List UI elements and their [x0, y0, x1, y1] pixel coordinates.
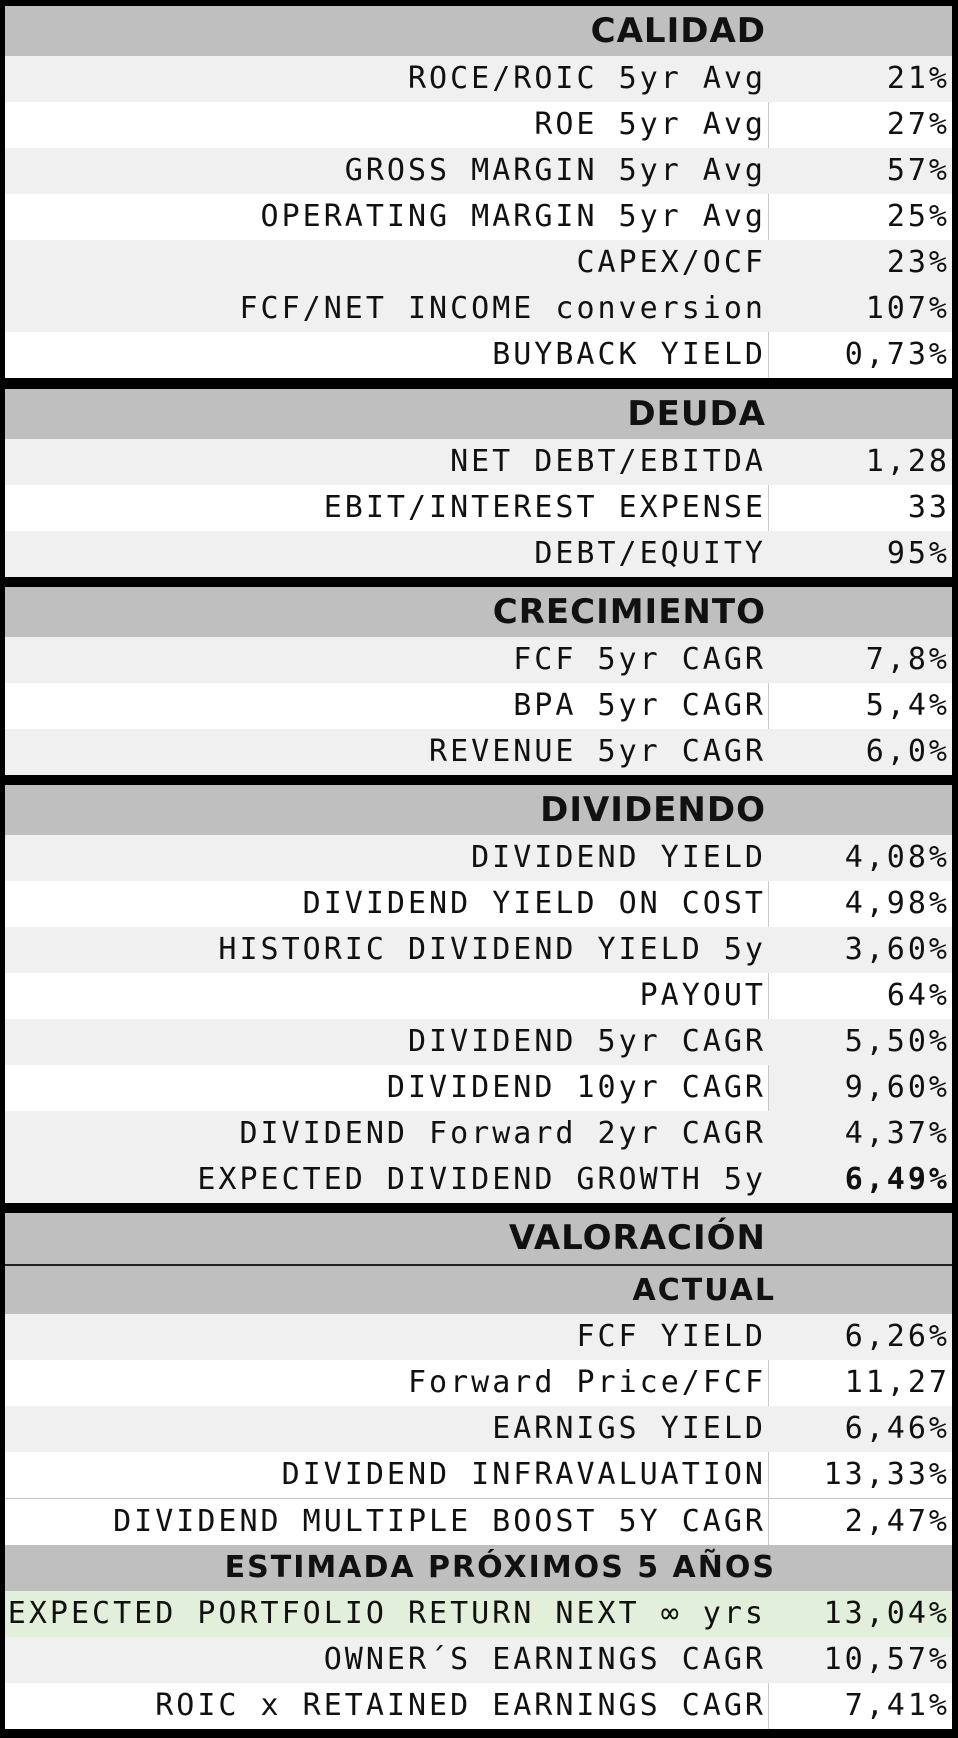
metric-row — [5, 881, 952, 927]
metric-label: OPERATING MARGIN 5yr Avg — [260, 199, 766, 234]
metric-value: 1,28 — [865, 444, 950, 479]
section-valoracion — [5, 1213, 952, 1733]
metric-row — [5, 286, 952, 332]
section-header-deuda — [5, 389, 952, 439]
metric-row — [5, 531, 952, 577]
metric-value: 13,04% — [823, 1596, 950, 1631]
metric-row — [5, 1360, 952, 1406]
metric-label: GROSS MARGIN 5yr Avg — [344, 153, 766, 188]
metric-row — [5, 927, 952, 973]
metric-row — [5, 1637, 952, 1683]
metric-label: BPA 5yr CAGR — [513, 688, 766, 723]
section-crecimiento — [5, 587, 952, 775]
metric-value: 10,57% — [823, 1642, 950, 1677]
subsection-header-actual — [5, 1264, 952, 1314]
metric-row — [5, 1157, 952, 1203]
metric-label: FCF YIELD — [576, 1319, 766, 1354]
metric-value: 64% — [768, 973, 952, 1019]
metric-label: ROE 5yr Avg — [534, 107, 766, 142]
metric-value: 13,33% — [768, 1452, 952, 1498]
metric-row — [5, 148, 952, 194]
metric-row — [5, 683, 952, 729]
metric-value: 4,98% — [768, 881, 952, 927]
metric-value: 2,47% — [768, 1499, 952, 1545]
metric-label: EXPECTED DIVIDEND GROWTH 5y — [197, 1162, 766, 1197]
metric-label: REVENUE 5yr CAGR — [429, 734, 766, 769]
metric-row — [5, 1019, 952, 1065]
section-dividendo — [5, 785, 952, 1203]
metric-row — [5, 1314, 952, 1360]
metric-value: 11,27 — [768, 1360, 952, 1406]
section-title: DEUDA — [627, 394, 766, 434]
section-title: CALIDAD — [590, 11, 766, 51]
metric-value: 95% — [886, 536, 950, 571]
metric-row — [5, 332, 952, 378]
metric-label: ROIC x RETAINED EARNINGS CAGR — [155, 1688, 766, 1723]
subsection-header-estimada — [5, 1545, 952, 1591]
metric-row — [5, 835, 952, 881]
metric-value: 6,49% — [844, 1162, 950, 1197]
metric-row — [5, 973, 952, 1019]
metric-label: DIVIDEND YIELD ON COST — [302, 886, 766, 921]
metric-label: CAPEX/OCF — [576, 245, 766, 280]
subsection-title: ACTUAL — [632, 1273, 776, 1308]
metric-label: DIVIDEND YIELD — [471, 840, 766, 875]
metric-label: DIVIDEND 10yr CAGR — [386, 1070, 766, 1105]
metric-label: DIVIDEND MULTIPLE BOOST 5Y CAGR — [113, 1504, 766, 1539]
metric-label: HISTORIC DIVIDEND YIELD 5y — [218, 932, 766, 967]
metric-label: NET DEBT/EBITDA — [450, 444, 766, 479]
section-title: VALORACIÓN — [508, 1218, 766, 1258]
metric-value: 7,41% — [768, 1683, 952, 1729]
metric-row — [5, 1683, 952, 1729]
metric-value: 4,37% — [844, 1116, 950, 1151]
metric-label: DIVIDEND Forward 2yr CAGR — [239, 1116, 766, 1151]
metric-value: 4,08% — [844, 840, 950, 875]
metric-value: 6,46% — [844, 1411, 950, 1446]
metric-label: DIVIDEND 5yr CAGR — [407, 1024, 766, 1059]
section-calidad — [5, 6, 952, 378]
section-title: DIVIDENDO — [540, 790, 766, 830]
metric-value: 25% — [768, 194, 952, 240]
subsection-title: ESTIMADA PRÓXIMOS 5 AÑOS — [224, 1550, 776, 1585]
metric-value: 5,50% — [844, 1024, 950, 1059]
metric-label: ROCE/ROIC 5yr Avg — [407, 61, 766, 96]
metric-row — [5, 56, 952, 102]
section-title: CRECIMIENTO — [492, 592, 766, 632]
section-header-crecimiento — [5, 587, 952, 637]
metric-value: 23% — [886, 245, 950, 280]
metric-value: 6,0% — [865, 734, 950, 769]
metric-label: EBIT/INTEREST EXPENSE — [323, 490, 766, 525]
metric-value: 57% — [886, 153, 950, 188]
metric-label: BUYBACK YIELD — [492, 337, 766, 372]
metric-label: Forward Price/FCF — [407, 1365, 766, 1400]
metric-row — [5, 1452, 952, 1498]
metric-label: DEBT/EQUITY — [534, 536, 766, 571]
metric-value: 0,73% — [768, 332, 952, 378]
metric-row — [5, 102, 952, 148]
metric-label: FCF/NET INCOME conversion — [239, 291, 766, 326]
metric-value: 3,60% — [844, 932, 950, 967]
metric-row — [5, 485, 952, 531]
section-header-dividendo — [5, 785, 952, 835]
metric-row — [5, 1065, 952, 1111]
metric-value: 27% — [768, 102, 952, 148]
metric-label: PAYOUT — [639, 978, 766, 1013]
metric-label: OWNER´S EARNINGS CAGR — [323, 1642, 766, 1677]
metric-value: 7,8% — [865, 642, 950, 677]
metric-row — [5, 1498, 952, 1545]
metric-row — [5, 439, 952, 485]
metric-row — [5, 194, 952, 240]
metric-row — [5, 637, 952, 683]
metric-label: FCF 5yr CAGR — [513, 642, 766, 677]
metric-row — [5, 729, 952, 775]
metric-row — [5, 1111, 952, 1157]
metric-row — [5, 1591, 952, 1637]
metric-row — [5, 240, 952, 286]
metric-value: 33 — [768, 485, 952, 531]
metric-label: EARNIGS YIELD — [492, 1411, 766, 1446]
metric-value: 21% — [886, 61, 950, 96]
metric-row — [5, 1406, 952, 1452]
metric-value: 5,4% — [768, 683, 952, 729]
metric-label: EXPECTED PORTFOLIO RETURN NEXT ∞ yrs — [7, 1596, 766, 1631]
metric-label: DIVIDEND INFRAVALUATION — [281, 1457, 766, 1492]
section-deuda — [5, 389, 952, 577]
metric-value: 6,26% — [844, 1319, 950, 1354]
section-header-valoracion — [5, 1213, 952, 1264]
section-header-calidad — [5, 6, 952, 56]
metric-value: 9,60% — [768, 1065, 952, 1111]
metric-value: 107% — [865, 291, 950, 326]
